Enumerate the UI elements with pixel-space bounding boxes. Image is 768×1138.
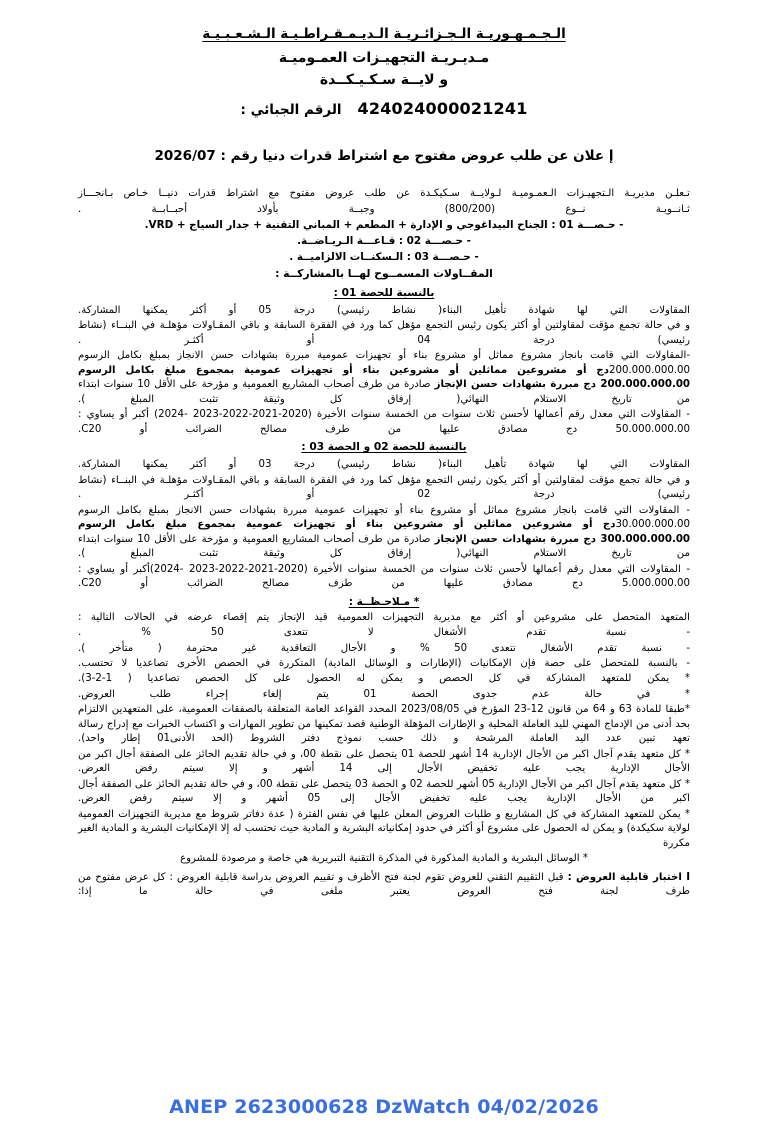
lot1-condition-grouping: و في حالة تجمع مؤقت لمقاولتين أو أكثر يكون رئيس التجمع مؤهل كما ورد في الفقرة السابقة و باقي المقـاولات مؤهلـة في البنــاء (نشاط رئيسي) درجة 04 أو أكثـر .	[78, 320, 690, 346]
lot1-conditions-block	[78, 304, 690, 437]
allowed-contractors-heading: المقــاولات المسمــوح لهــا بالمشاركــة :	[275, 267, 493, 281]
lot1-fin-bold: مشروعين مماثلين أو مشروعين بناء أو تجهيزات عمومية بمجموع مبلغ بكامل الرسوم 200.000.000.00 دج مبررة بشهادات حسن الإنجاز	[78, 364, 690, 391]
note-item-dedicated-resources: * الوسائل البشرية و المادية المذكورة في المذكرة التقنية التبريرية هي خاصة و مرصودة للمشروع	[180, 853, 588, 865]
lot1-fin-bold-pre: دج أو	[566, 364, 609, 376]
note-item-lot1-cancellation: * في حالة عدم جدوى الحصة 01 يتم إلغاء إجراء طلب العروض.	[78, 688, 690, 700]
lot1-fin-post: صادرة من طرف أصحاب المشاريع العمومية و مؤرخة على الأقل 10 سنوات ابتداء من تاريخ الاستلام النهائي( إرفاق كل وثيقة تثبت المبلغ ).	[78, 379, 690, 405]
eligibility-test-text: قبل التقييم التقني للعروض تقوم لجنة فتح الأظرف و تقييم العروض بدراسة قابلية العروض : كل عرض مفتوح من طرف لجنة فتح العروض يعتبر ملغى في حالة ما إذا:	[78, 871, 690, 898]
lot1-financial-capacity	[78, 349, 690, 407]
eligibility-test-label: I اختبار قابلية العروض :	[567, 871, 690, 883]
lots-list	[78, 218, 690, 265]
anep-reference: ANEP 2623000628 DzWatch 04/02/2026	[169, 1096, 599, 1118]
republic-heading: الـجـمـهـوريـة الـجـزائـريـة الـديـمـقـراطـيـة الـشـعـبـيـة	[202, 26, 566, 42]
note-item-progress-over-50: - نسبة تقدم الأشغال تتعدى 50 % و الأجال التعاقدية غير محترمة ( متأخر ).	[78, 642, 690, 654]
lot23-condition-qualification: المقاولات التي لها شهادة تأهيل البناء( نشاط رئيسي) درجة 03 أو أكثر يمكنها المشاركة.	[78, 459, 690, 471]
lot-item-03: - حـصـــة 03 : الـسكنــات الالزاميــة .	[289, 250, 479, 263]
note-item-progress-under-50: - نسبة تقدم الأشغال لا تتعدى 50 % .	[78, 627, 691, 639]
intro-block	[78, 187, 690, 217]
lot23-fin-bold-pre: دج أو	[572, 519, 616, 531]
lot23-turnover-requirement: - المقاولات التي معدل رقم أعمالها لأحسن ثلاث سنوات من الخمسة سنوات الأخيرة (2020-2021-2022-2023 -2024)أكبر أو يساوي : 5.000.000.00 دج مصادق عليها من طرف مصالح الضرائب أو C20.	[78, 563, 691, 590]
note-item-exclusion-intro: المتعهد المتحصل على مشروعين أو أكثر مع مديرية التجهيزات العمومية قيد الإنجاز يتم إقصاء عرضه في الحالات التالية :	[78, 611, 690, 623]
intro-line-2: ثـانــويـة نــوع (800/200) وجبــة بأولاد أحبــابــة .	[78, 203, 691, 215]
lot1-condition-qualification: المقاولات التي لها شهادة تأهيل البناء( نشاط رئيسي) درجة 05 أو أكثر يمكنها المشاركة.	[78, 304, 690, 316]
note-item-participate-all-lots: * يمكن للمتعهد المشاركة في كل الحصص و يمكن له الحصول على كل الحصص تصاعديا ( 1-2-3).	[78, 673, 690, 685]
fiscal-number-label: الرقم الجبائي :	[240, 101, 342, 118]
directorate-heading: مـديـريـة التجهيـزات العمـوميـة	[278, 49, 490, 66]
lot23-fin-pre: - المقاولات التي قامت بانجاز مشروع مماثل أو مشروع بناء أو تجهيزات عمومية مبررة بشهادات حسن الانجاز بمبلغ بكامل الرسوم 30.000.000.00	[78, 504, 690, 531]
document-header	[78, 26, 690, 118]
note-item-deadline-lot23: * كل متعهد يقدم آجال اكبر من الأجال الإدارية 05 أشهر للحصة 02 و الحصة 03 يتحصل على نقطة 00، و في حالة تقديم الحائز على الصفقة أجال اكبر من الأجال الإدارية يجب عليه تخفيض الأجال إلى 05 أشهر و إلا سيتم رفض العرض.	[78, 778, 691, 805]
fiscal-number-row	[78, 99, 690, 118]
lot23-condition-grouping: و في حالة تجمع مؤقت لمقاولتين أو أكثر يكون رئيس التجمع مؤهل كما ورد في الفقرة السابقة و باقي المقـاولات مؤهلـة في البنــاء (نشاط رئيسي) درجة 02 أو أكثـر .	[78, 474, 690, 501]
page-title: إ علان عن طلب عروض مفتوح مع اشتراط قدرات دنيا رقم : 2026/07	[154, 147, 614, 164]
document-footer	[0, 1096, 768, 1118]
lot1-turnover-requirement: - المقاولات التي معدل رقم أعمالها لأحسن ثلاث سنوات من الخمسة سنوات الأخيرة (2020-2021-2022-2023 -2024) أكبر أو يساوي : 50.000.000.00 دج مصادق عليها من طرف مصالح الضرائب أو C20.	[78, 409, 690, 435]
note-item-deadline-lot1: * كل متعهد يقدم آجال اكبر من الأجال الإدارية 14 أشهر للحصة 01 يتحصل على نقطة 00، و في حالة تقديم الحائز على الصفقة أجال اكبر من الأجال الإدارية يجب عليه تخفيض الأجال إلى 14 أشهر و إلا سيتم رفض العرض.	[78, 748, 690, 775]
lot23-fin-bold: مشروعين مماثلين أو مشروعين بناء أو تجهيزات عمومية بمجموع مبلغ بكامل الرسوم 300.000.000.00 دج مبررة بشهادات حسن الإنجاز	[78, 519, 690, 545]
fiscal-number-value: 424024000021241	[357, 98, 528, 118]
note-item-repeated-resources: - بالنسبة للمتحصل على حصة فإن الإمكانيات (الإطارات و الوسائل المادية) المتكررة في الحصص الأخرى تصاعديا لا تحتسب.	[78, 658, 690, 669]
note-block	[78, 611, 690, 867]
lot1-conditions-heading: بالنسبة للحصة 01 :	[333, 286, 435, 299]
lot1-fin-pre: -المقاولات التي قامت بانجاز مشروع مماثل أو مشروع بناء أو تجهيزات عمومية مبررة بشهادات حسن الانجاز بمبلغ بكامل الرسوم 200.000.000.00	[78, 350, 690, 376]
lot-item-01: - حـصـــة 01 : الجناح البيداغوجي و الإدارة + المطعم + المباني التقنية + جدار السياج + VRD.	[144, 219, 624, 232]
note-item-multiple-projects: * يمكن للمتعهد المشاركة في كل المشاريع و طلبات العروض المعلن عليها في نفس الفترة ( عدة دفاتر شروط مع مديرية التجهيزات العمومية لولاية سكيكدة) و يمكن له الحصول على مشروع أو أكثر في حدود إمكانياته البشرية و المادية حيث تحتسب له إلا الإمكانيات البشرية و المادية الغير مكررة	[78, 808, 690, 849]
lot-item-02: - حـصـــة 02 : قـاعـــة الـريـاضــة.	[297, 235, 471, 247]
note-item-law-articles: *طبقا للمادة 63 و 64 من قانون 12-23 المؤرخ في 2023/08/05 المحدد القواعد العامة المتعلقة بالصفقات العمومية، على المتعهدين الالتزام بحد أدنى من الإدماج المهني لليد العاملة المحلية و الإطارات المؤهلة الوطنية قصد تمكينها من تطوير المهارات و اكتساب الخبرات مع إدراج رسالة تعهد تبين عدد اليد العاملة المرشحة و ذلك حسب نموذج دفتر الشروط (الحد الأدنى01 إطار واحد).	[78, 704, 690, 745]
lot23-fin-post: صادرة من طرف أصحاب المشاريع العمومية و مؤرخة على الأقل 10 سنوات ابتداء من تاريخ الاستلام النهائي( إرفاق كل وثيقة تثبت المبلغ ).	[78, 533, 690, 560]
note-heading: * مـلاحـظــة :	[348, 595, 420, 608]
eligibility-test-paragraph	[78, 871, 690, 900]
lot23-conditions-block	[78, 458, 690, 591]
lot23-conditions-heading: بالنسبة للحصة 02 و الحصة 03 :	[301, 441, 467, 454]
intro-line-1: تـعلـن مديريـة الـتجهيـزات الـعمـوميـة لـولايــة سـكيكـدة عن طلب عروض مفتوح مع اشتراط قدرات دنيــا خـاص بـانجـــاز	[78, 188, 690, 200]
wilaya-heading: و لايــة سـكـيـكــدة	[319, 72, 449, 89]
lot23-financial-capacity	[78, 504, 690, 562]
